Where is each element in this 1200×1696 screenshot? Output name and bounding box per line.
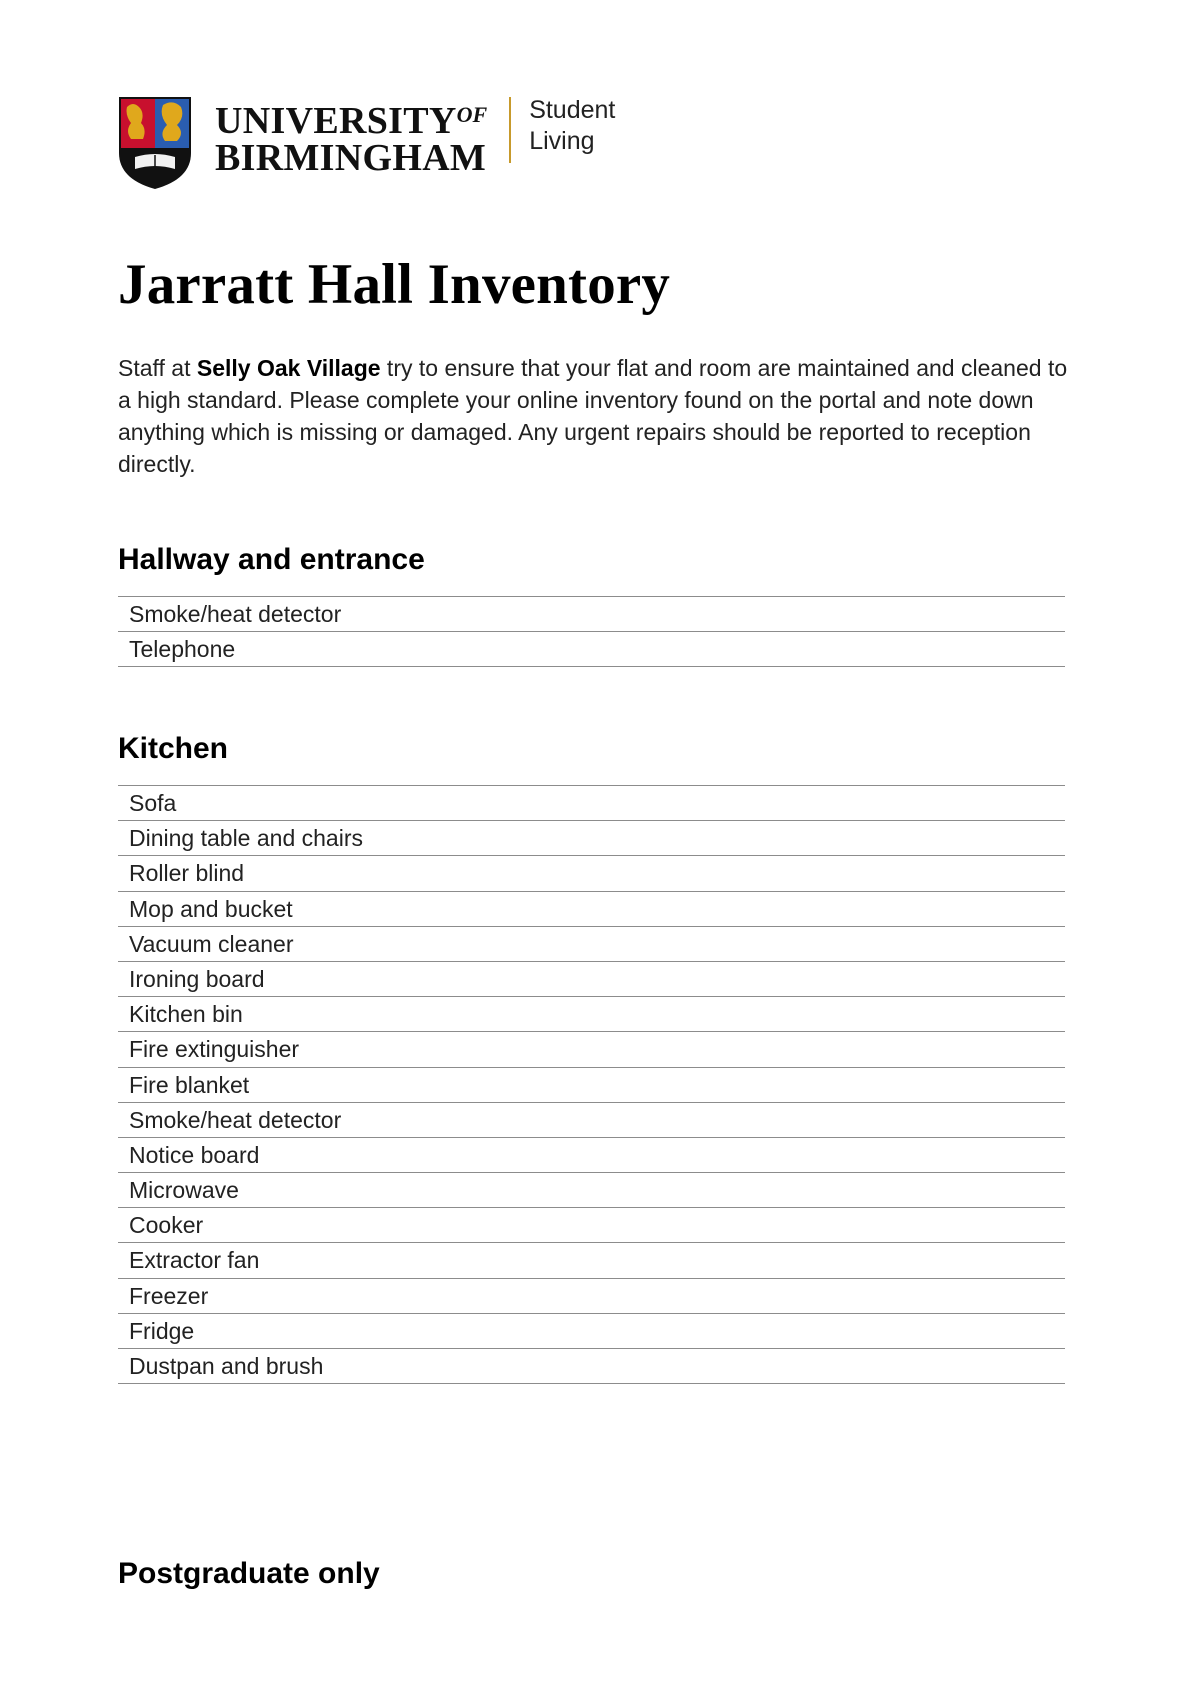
list-item: Mop and bucket (118, 892, 1065, 927)
intro-prefix: Staff at (118, 355, 197, 381)
sub-line-1: Student (529, 96, 616, 124)
university-crest-icon (117, 95, 193, 191)
section-heading: Kitchen (118, 732, 229, 765)
university-logo (117, 95, 615, 191)
list-item: Notice board (118, 1138, 1065, 1173)
list-item: Telephone (118, 632, 1065, 667)
list-item: Dustpan and brush (118, 1349, 1065, 1384)
logo-of: OF (456, 102, 488, 127)
list-item: Extractor fan (118, 1243, 1065, 1278)
list-item: Fire blanket (118, 1068, 1065, 1103)
university-wordmark (215, 96, 487, 177)
section-hallway (118, 542, 1065, 667)
list-item: Freezer (118, 1279, 1065, 1314)
section-kitchen (118, 731, 1065, 1384)
list-item: Ironing board (118, 962, 1065, 997)
intro-suffix: try to ensure that your flat and room are maintained and cleaned to a high standard. Please complete your online inventory found on the portal and note down anything which is missing or damaged. Any urgent repairs should be reported to reception directly. (118, 355, 1068, 477)
intro-paragraph (118, 352, 1078, 480)
list-item: Sofa (118, 786, 1065, 821)
list-item: Kitchen bin (118, 997, 1065, 1032)
sub-line-2: Living (529, 127, 595, 155)
list-item: Roller blind (118, 856, 1065, 891)
list-item: Cooker (118, 1208, 1065, 1243)
page-title: Jarratt Hall Inventory (118, 253, 671, 316)
list-item: Smoke/heat detector (118, 1103, 1065, 1138)
logo-birmingham: BIRMINGHAM (215, 137, 487, 179)
intro-location: Selly Oak Village (196, 355, 381, 381)
student-living-label (529, 95, 615, 157)
section-postgraduate (118, 1556, 1065, 1592)
logo-divider (509, 97, 511, 163)
inventory-list (118, 785, 1065, 1384)
logo-university: UNIVERSITY (215, 100, 457, 142)
inventory-list (118, 596, 1065, 667)
section-heading: Postgraduate only (118, 1557, 380, 1590)
list-item: Fridge (118, 1314, 1065, 1349)
list-item: Vacuum cleaner (118, 927, 1065, 962)
list-item: Smoke/heat detector (118, 597, 1065, 632)
list-item: Microwave (118, 1173, 1065, 1208)
section-heading: Hallway and entrance (118, 543, 425, 576)
list-item: Fire extinguisher (118, 1032, 1065, 1067)
list-item: Dining table and chairs (118, 821, 1065, 856)
